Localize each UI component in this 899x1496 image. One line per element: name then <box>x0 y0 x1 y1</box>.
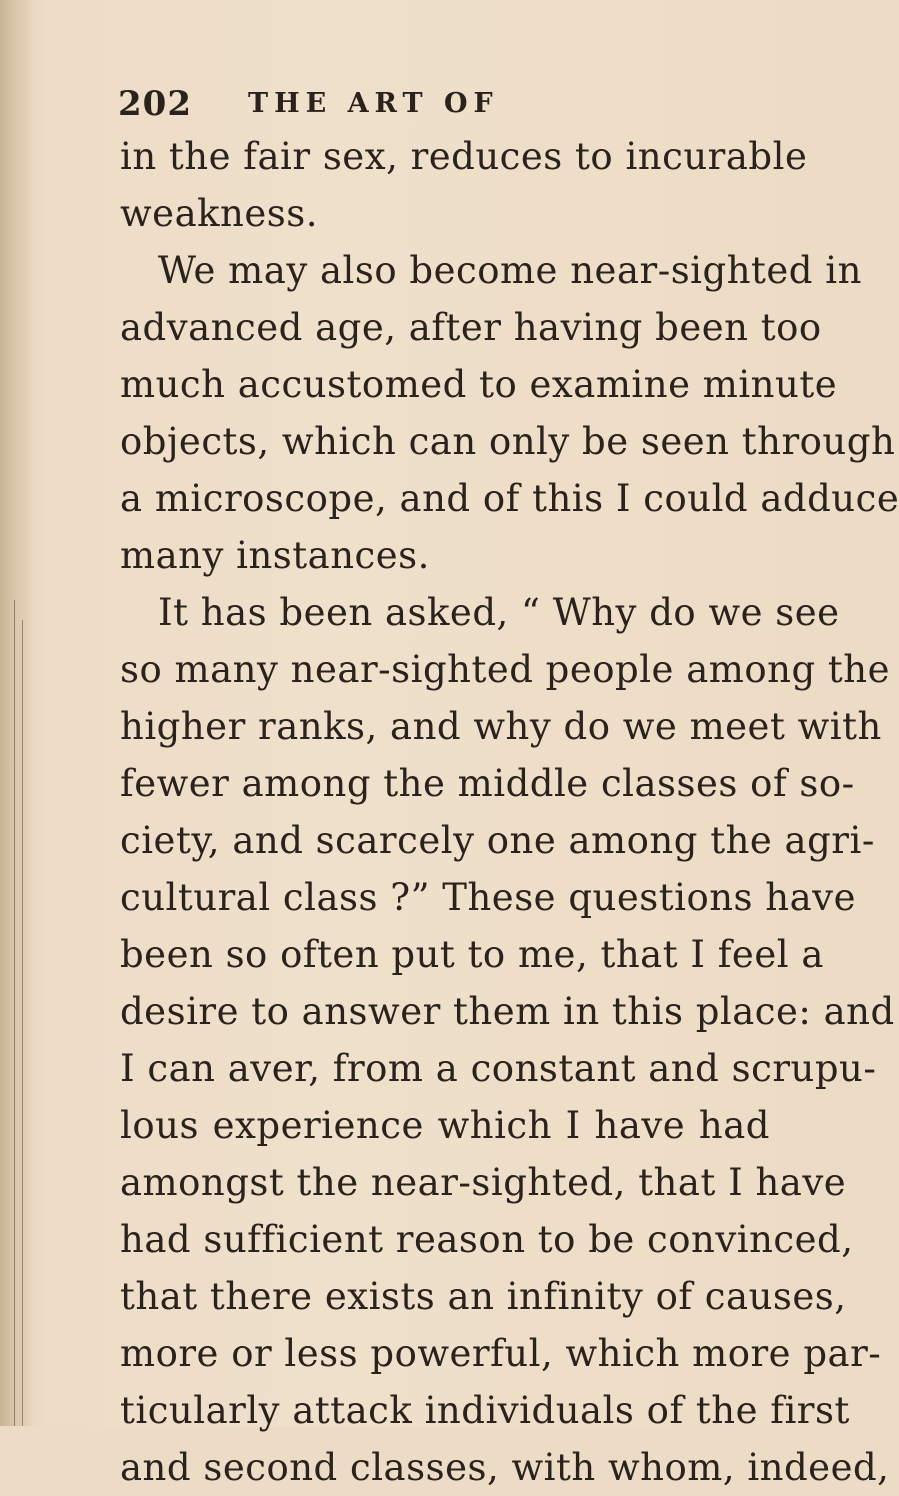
text-line: had sufficient reason to be convinced, <box>120 1218 854 1261</box>
text-line: and second classes, with whom, indeed, <box>120 1446 890 1489</box>
text-line: We may also become near-sighted in <box>158 249 862 292</box>
text-line: weakness. <box>120 192 319 235</box>
text-line: cultural class ?” These questions have <box>120 876 856 919</box>
text-line: in the fair sex, reduces to incurable <box>120 135 808 178</box>
body-text <box>120 128 899 1496</box>
text-line: been so often put to me, that I feel a <box>120 933 824 976</box>
text-line: objects, which can only be seen through <box>120 420 896 463</box>
text-line: so many near-sighted people among the <box>120 648 891 691</box>
text-line: more or less powerful, which more par- <box>120 1332 882 1375</box>
text-line: higher ranks, and why do we meet with <box>120 705 882 748</box>
binding-line <box>14 600 15 1426</box>
page-binding-edge <box>0 0 32 1426</box>
page-number: 202 <box>118 84 192 124</box>
text-line: a microscope, and of this I could adduce <box>120 477 899 520</box>
running-head <box>118 84 678 128</box>
text-line: lous experience which I have had <box>120 1104 770 1147</box>
binding-line <box>22 620 23 1426</box>
text-line: ciety, and scarcely one among the agri- <box>120 819 875 862</box>
text-line: ticularly attack individuals of the first <box>120 1389 850 1432</box>
text-line: much accustomed to examine minute <box>120 363 838 406</box>
running-title: THE ART OF <box>248 88 499 119</box>
text-line: advanced age, after having been too <box>120 306 822 349</box>
text-line: I can aver, from a constant and scrupu- <box>120 1047 877 1090</box>
text-line: desire to answer them in this place: and <box>120 990 895 1033</box>
text-line: that there exists an infinity of causes, <box>120 1275 847 1318</box>
text-line: amongst the near-sighted, that I have <box>120 1161 847 1204</box>
text-line: It has been asked, “ Why do we see <box>158 591 840 634</box>
text-line: many instances. <box>120 534 430 577</box>
text-line: fewer among the middle classes of so- <box>120 762 855 805</box>
